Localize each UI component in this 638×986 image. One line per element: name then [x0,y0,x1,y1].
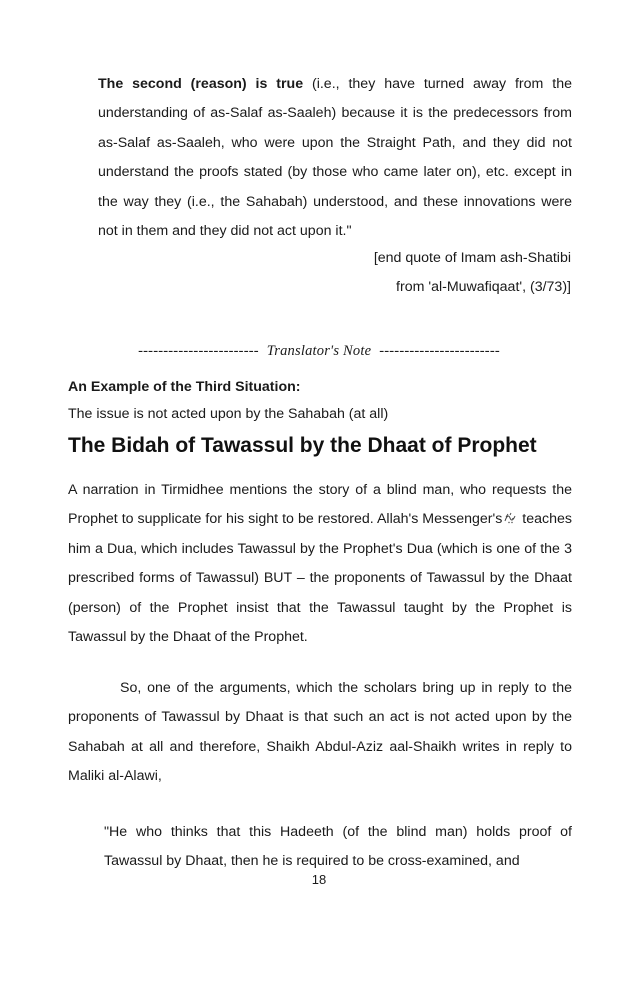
quote-lead: The second (reason) is true [98,76,304,92]
quote-text: (i.e., they have turned away from the understanding of as-Salaf as-Saaleh) because it is the predecessors from as-Salaf as-Saaleh, who were upon the Straight Path, and they did not understand the proofs stated (by those who came later on), etc. except in the way they (i.e., the Sahabah) understood, and these innovations were not in them and they did not act upon it." [98,76,572,240]
example-heading: An Example of the Third Situation: [68,379,301,395]
section-title: The Bidah of Tawassul by the Dhaat of Prophet [68,434,537,457]
divider-dashes-left: ------------------------ [138,343,259,359]
quote-block-shatibi [98,70,572,246]
translator-note-title: Translator's Note [266,343,372,359]
paragraph-narration-part1: A narration in Tirmidhee mentions the story of a blind man, who requests the Prophet to supplicate for his sight to be restored. Allah's Messenger's [68,482,572,528]
paragraph-arguments: So, one of the arguments, which the scholars bring up in reply to the proponents of Tawassul by Dhaat is that such an act is not acted upon by the Sahabah at all and therefore, Shaikh Abdul-Aziz aal-Shaikh writes in reply to Maliki al-Alawi, [68,680,572,785]
quote-block-aal-shaikh: "He who thinks that this Hadeeth (of the blind man) holds proof of Tawassul by Dhaat, then he is required to be cross-examined, and [104,824,572,870]
reference-line-1: [end quote of Imam ash-Shatibi [373,250,571,266]
example-subheading: The issue is not acted upon by the Sahabah (at all) [68,406,389,422]
divider-dashes-right: ------------------------ [379,343,500,359]
salawat-calligraphy-icon [504,512,516,524]
paragraph-narration-part2: teaches him a Dua, which includes Tawassul by the Prophet's Dua (which is one of the 3 prescribed forms of Tawassul) BUT – the proponents of Tawassul by the Dhaat (person) of the Prophet insist that the Tawassul taught by the Prophet is Tawassul by the Dhaat of the Prophet. [68,511,572,646]
page-number: 18 [311,872,327,887]
reference-line-2: from 'al-Muwafiqaat', (3/73)] [396,279,571,295]
paragraph-narration [68,476,572,652]
translator-note-divider [0,343,638,360]
